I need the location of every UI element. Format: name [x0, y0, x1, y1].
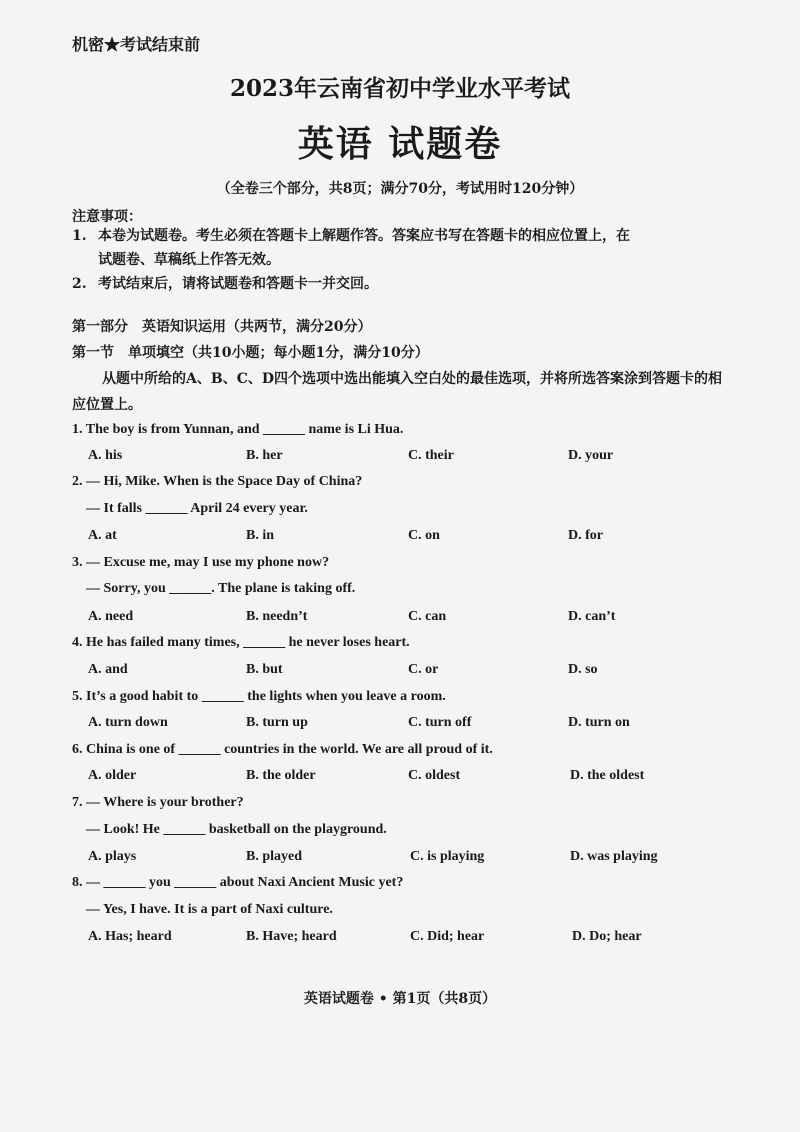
question-stem: 6. China is one of ______ countries in the world. We are all proud of it.: [72, 742, 493, 757]
question-stem: 5. It’s a good habit to ______ the lights when you leave a room.: [72, 689, 446, 704]
option-c: C. on: [408, 528, 440, 543]
option-a: A. older: [88, 768, 137, 783]
option-a: A. need: [88, 609, 134, 624]
option-b: B. the older: [246, 768, 316, 783]
option-d: D. was playing: [570, 849, 658, 864]
notice-number: 2.: [72, 276, 87, 292]
question-stem: 1. The boy is from Yunnan, and ______ name is Li Hua.: [72, 422, 404, 437]
question-response: — It falls ______ April 24 every year.: [86, 501, 308, 516]
option-a: A. turn down: [88, 715, 168, 730]
option-d: D. turn on: [568, 715, 630, 730]
option-b: B. Have; heard: [246, 929, 337, 944]
option-a: A. plays: [88, 849, 137, 864]
notice-text: 本卷为试题卷。考生必须在答题卡上解题作答。答案应书写在答题卡的相应位置上，在: [98, 228, 630, 244]
question-stem: 7. — Where is your brother?: [72, 795, 244, 810]
option-c: C. Did; hear: [410, 929, 485, 944]
option-b: B. needn’t: [246, 609, 308, 624]
section-instructions: 从题中所给的A、B、C、D四个选项中选出能填入空白处的最佳选项，并将所选答案涂到答题卡的相应位置上。: [72, 371, 722, 413]
question-response: — Yes, I have. It is a part of Naxi culture.: [86, 902, 333, 917]
option-b: B. her: [246, 448, 283, 463]
option-d: D. for: [568, 528, 603, 543]
option-a: A. at: [88, 528, 117, 543]
option-c: C. their: [408, 448, 454, 463]
notice-number: 1.: [72, 228, 87, 244]
option-b: B. but: [246, 662, 283, 677]
option-c: C. turn off: [408, 715, 472, 730]
option-c: C. oldest: [408, 768, 461, 783]
subject-title: 英语 试题卷: [297, 123, 503, 165]
confidential-label: 机密★考试结束前: [72, 35, 201, 54]
option-a: A. Has; heard: [88, 929, 172, 944]
option-d: D. Do; hear: [572, 929, 642, 944]
exam-title: 2023年云南省初中学业水平考试: [229, 75, 570, 102]
question-response: — Look! He ______ basketball on the playground.: [86, 822, 387, 837]
option-d: D. the oldest: [570, 768, 645, 783]
section-title: 第一节 单项填空（共10小题；每小题1分，满分10分）: [72, 345, 429, 361]
question-stem: 8. — ______ you ______ about Naxi Ancient Music yet?: [72, 875, 404, 890]
notices-heading: 注意事项：: [72, 209, 142, 225]
option-d: D. so: [568, 662, 598, 677]
question-stem: 2. — Hi, Mike. When is the Space Day of China?: [72, 474, 363, 489]
option-c: C. can: [408, 609, 447, 624]
page-footer: 英语试题卷 • 第1页（共8页）: [303, 991, 497, 1007]
option-b: B. in: [246, 528, 275, 543]
notice-text: 考试结束后，请将试题卷和答题卡一并交回。: [98, 276, 378, 292]
notice-text: 试题卷、草稿纸上作答无效。: [98, 252, 280, 268]
question-response: — Sorry, you ______. The plane is taking off.: [86, 581, 356, 596]
option-a: A. and: [88, 662, 128, 677]
option-d: D. can’t: [568, 609, 616, 624]
option-b: B. turn up: [246, 715, 308, 730]
option-d: D. your: [568, 448, 614, 463]
exam-info: （全卷三个部分，共8页；满分70分，考试用时120分钟）: [216, 181, 584, 197]
notice-item: [72, 224, 630, 272]
notice-item: [72, 272, 378, 296]
question-stem: 4. He has failed many times, ______ he never loses heart.: [72, 635, 410, 650]
option-a: A. his: [88, 448, 123, 463]
option-c: C. is playing: [410, 849, 485, 864]
question-stem: 3. — Excuse me, may I use my phone now?: [72, 555, 330, 570]
option-b: B. played: [246, 849, 303, 864]
option-c: C. or: [408, 662, 439, 677]
part-title: 第一部分 英语知识运用（共两节，满分20分）: [72, 319, 372, 335]
